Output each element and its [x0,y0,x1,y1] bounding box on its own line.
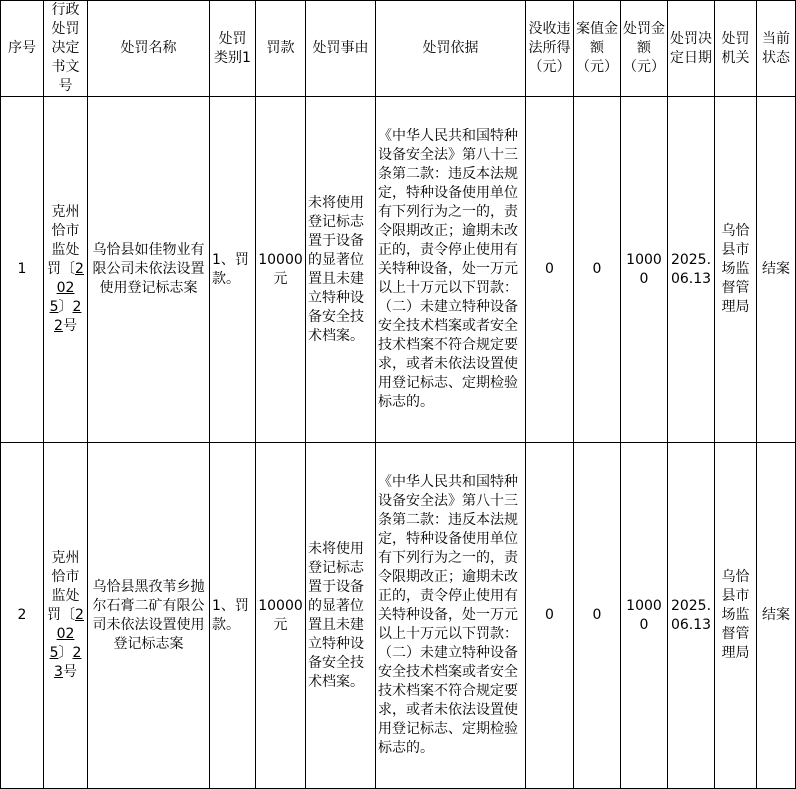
cell-penalty-amount: 10000 [621,97,668,443]
cell-basis: 《中华人民共和国特种设备安全法》第八十三条第二款：违反本法规定，特种设备使用单位有下列行为之一的，责令限期改正；逾期未改正的，责令停止使用有关特种设备，处一万元以上十万元以下罚款：（二）未建立特种设备安全技术档案或者安全技术档案不符合规定要求，或者未依法设置使用登记标志、定期检验标志的。 [376,97,526,443]
cell-doc-no [44,443,88,789]
header-decision-date: 处罚决定日期 [668,1,715,97]
doc-no-bracket: 〕 [58,299,73,315]
cell-reason: 未将使用登记标志置于设备的显著位置且未建立特种设备安全技术档案。 [306,97,376,443]
header-confiscated: 没收违法所得（元） [526,1,574,97]
cell-type: 1、罚款。 [210,97,256,443]
header-case-value: 案值金额（元） [574,1,621,97]
cell-name: 乌恰县黑孜苇乡抛尔石膏二矿有限公司未依法设置使用登记标志案 [88,443,210,789]
cell-name: 乌恰县如佳物业有限公司未依法设置使用登记标志案 [88,97,210,443]
doc-no-year: 2025 [49,261,84,315]
table-header-row [1,1,796,97]
cell-seq: 2 [1,443,44,789]
cell-fine: 10000元 [256,443,306,789]
header-penalty-amount: 处罚金额（元） [621,1,668,97]
doc-no-suffix: 号 [62,664,77,680]
cell-reason: 未将使用登记标志置于设备的显著位置且未建立特种设备安全技术档案。 [306,443,376,789]
header-type: 处罚类别1 [210,1,256,97]
doc-no-number: 22 [54,299,82,334]
doc-no-suffix: 号 [62,318,77,334]
table-row [1,97,796,443]
doc-no-bracket: 〕 [58,645,73,661]
doc-no-year: 2025 [49,607,84,661]
cell-authority: 乌恰县市场监督管理局 [715,443,757,789]
cell-type: 1、罚款。 [210,443,256,789]
header-name: 处罚名称 [88,1,210,97]
header-basis: 处罚依据 [376,1,526,97]
cell-decision-date: 2025.06.13 [668,97,715,443]
doc-no-prefix: 克州恰市监处罚〔 [47,204,80,277]
doc-no-prefix: 克州恰市监处罚〔 [47,550,80,623]
table-row [1,443,796,789]
doc-no-number: 23 [54,645,82,680]
cell-fine: 10000元 [256,97,306,443]
cell-authority: 乌恰县市场监督管理局 [715,97,757,443]
header-authority: 处罚机关 [715,1,757,97]
cell-status: 结案 [757,97,796,443]
cell-basis: 《中华人民共和国特种设备安全法》第八十三条第二款：违反本法规定，特种设备使用单位有下列行为之一的，责令限期改正；逾期未改正的，责令停止使用有关特种设备，处一万元以上十万元以下罚款：（二）未建立特种设备安全技术档案或者安全技术档案不符合规定要求，或者未依法设置使用登记标志、定期检验标志的。 [376,443,526,789]
cell-confiscated: 0 [526,443,574,789]
cell-penalty-amount: 10000 [621,443,668,789]
cell-case-value: 0 [574,97,621,443]
header-fine: 罚款 [256,1,306,97]
cell-status: 结案 [757,443,796,789]
header-status: 当前状态 [757,1,796,97]
header-seq: 序号 [1,1,44,97]
header-doc-no: 行政处罚决定书文号 [44,1,88,97]
cell-case-value: 0 [574,443,621,789]
cell-seq: 1 [1,97,44,443]
header-reason: 处罚事由 [306,1,376,97]
cell-doc-no [44,97,88,443]
cell-confiscated: 0 [526,97,574,443]
cell-decision-date: 2025.06.13 [668,443,715,789]
